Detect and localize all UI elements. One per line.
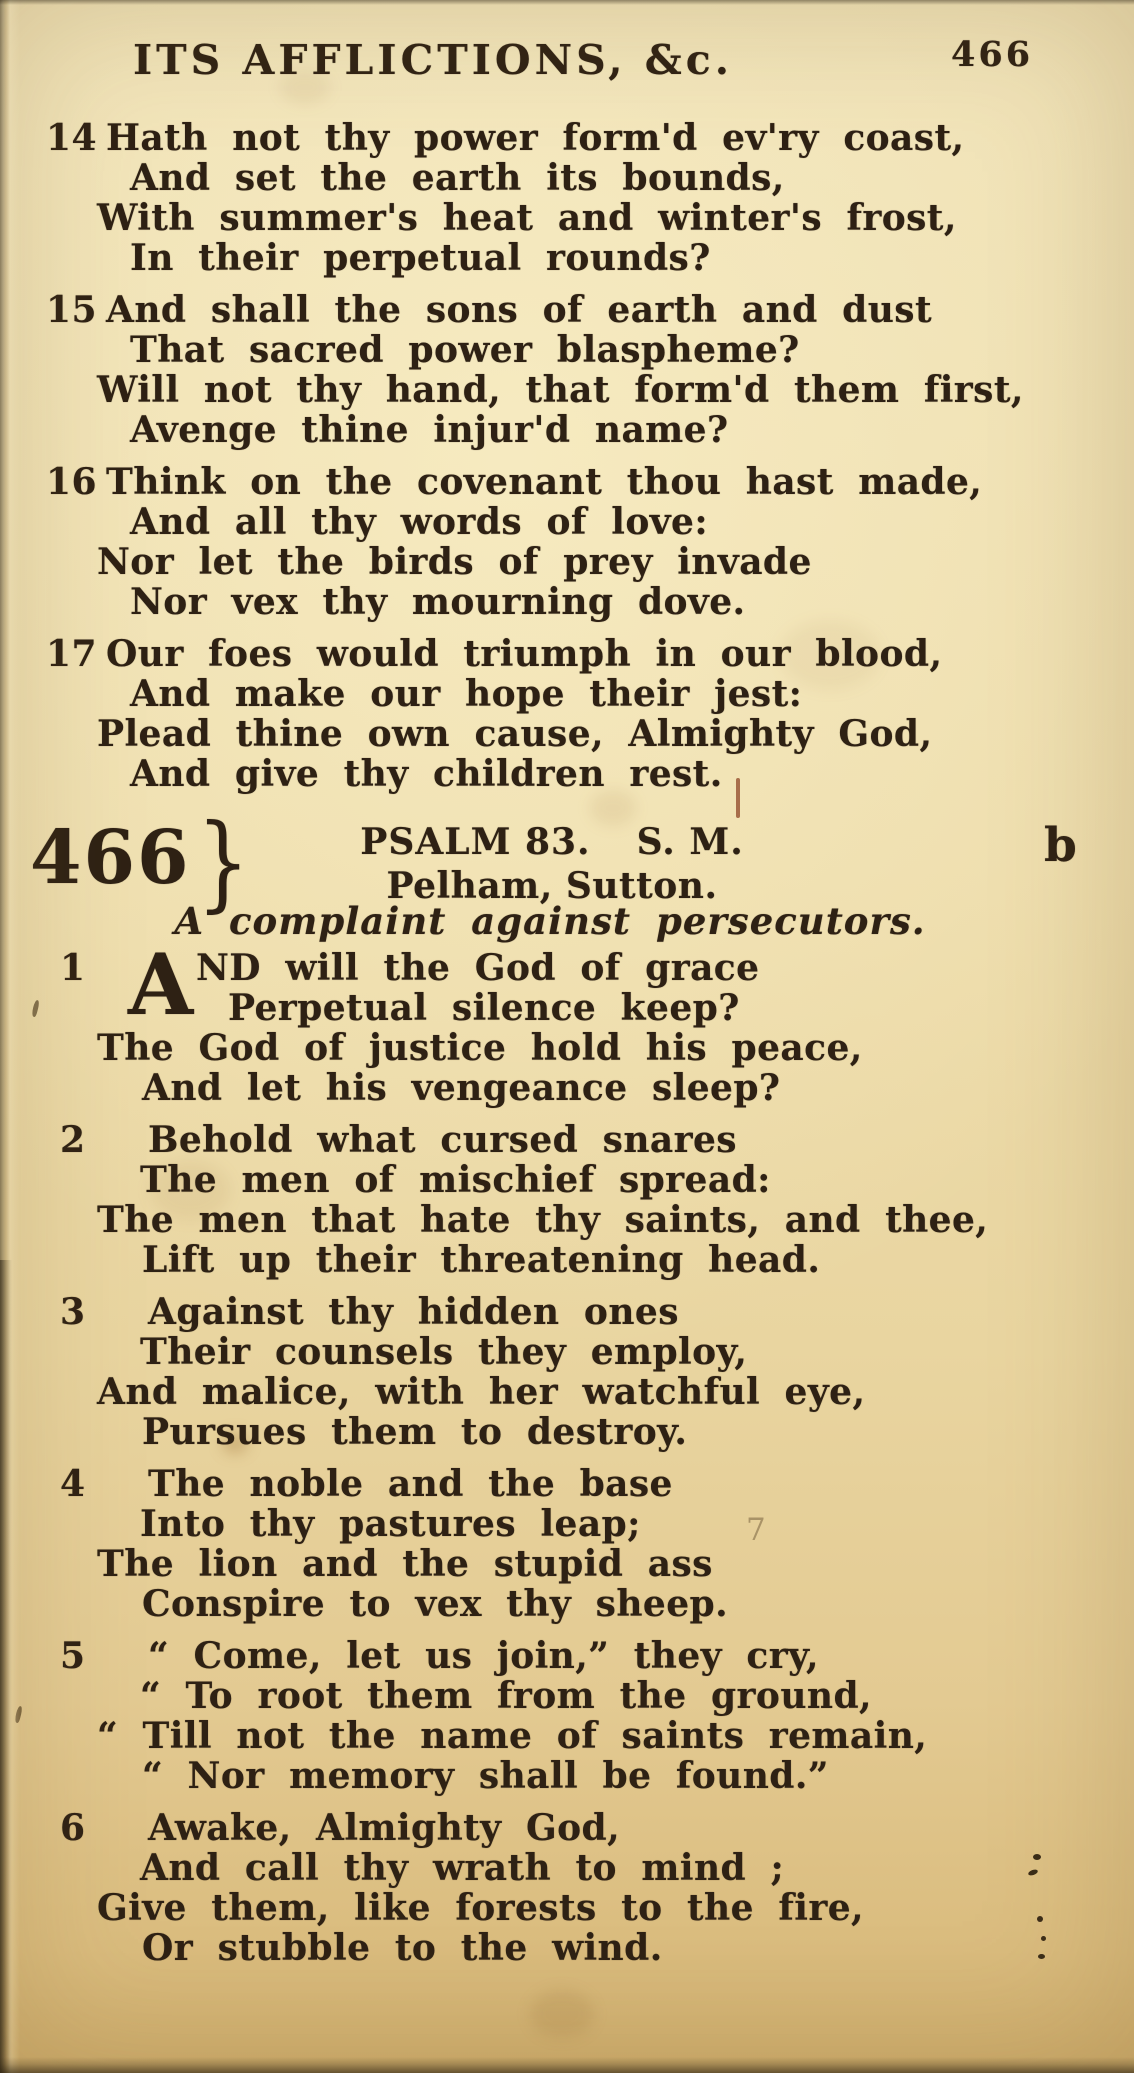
verse-number: 1 [60,947,86,989]
stanza [0,1120,1134,1280]
verse-line: With summer's heat and winter's frost, [97,197,957,239]
verse-line: Plead thine own cause, Almighty God, [97,713,933,755]
verse-line: Nor let the birds of prey invade [97,541,812,583]
stanza [0,1636,1134,1796]
verse-line: And malice, with her watchful eye, [97,1371,866,1413]
verse-line: And set the earth its bounds, [130,157,785,199]
tune-names: Pelham, Sutton. [386,865,718,907]
verse-line: And give thy children rest. [130,753,723,795]
stanza [0,290,1134,450]
stanza [0,935,1134,1109]
verse-number: 14 [46,117,97,159]
stanza [0,1292,1134,1452]
verse-line: “ To root them from the ground, [140,1675,872,1717]
psalm-subtitle: A complaint against persecutors. [174,899,926,943]
verse-number: 5 [60,1635,86,1677]
verse-line: Conspire to vex thy sheep. [142,1583,729,1625]
psalm-title-block [0,815,1104,907]
verse-line: The men of mischief spread: [140,1159,771,1201]
verse-number: 6 [60,1807,86,1849]
verse-number: 3 [60,1291,86,1333]
verse-line: And call thy wrath to mind ; [140,1847,785,1889]
verse-line: Or stubble to the wind. [142,1927,663,1969]
stanza [0,118,1134,278]
hymn-continuation-verses [0,118,1134,806]
page-left-edge-shadow [0,1260,12,2073]
brace-glyph: } [197,801,251,923]
verse-line: Hath not thy power form'd ev'ry coast, [106,117,965,159]
drop-cap: A [128,935,194,1034]
verse-line: Awake, Almighty God, [148,1807,621,1849]
running-header: ITS AFFLICTIONS, &c. [132,36,734,84]
hymn-number: 466 [30,815,191,901]
verse-line: Their counsels they employ, [140,1331,748,1373]
verse-line: And shall the sons of earth and dust [106,289,933,331]
verse-number: 17 [46,633,97,675]
meter-label: S. M. [636,821,744,863]
verse-line: Behold what cursed snares [148,1119,737,1161]
verse-line: The men that hate thy saints, and thee, [97,1199,989,1241]
verse-line: Our foes would triumph in our blood, [106,633,943,675]
verse-line: “ Till not the name of saints remain, [97,1715,928,1757]
verse-line: Avenge thine injur'd name? [130,409,729,451]
verse-line-text: ND will the God of grace [196,947,760,989]
verse-line: Give them, like forests to the fire, [97,1887,864,1929]
stanza [0,634,1134,794]
key-letter: b [1044,818,1077,873]
verse-number: 16 [46,461,97,503]
verse-line: Into thy pastures leap; [140,1503,641,1545]
psalm-title-line [0,822,1104,862]
psalm-label: PSALM 83. [360,821,591,863]
page-number: 466 [951,34,1034,75]
verse-line: Nor vex thy mourning dove. [130,581,746,623]
verse-line: Lift up their threatening head. [142,1239,821,1281]
psalm-verses [0,935,1134,1980]
verse-line: Against thy hidden ones [148,1291,679,1333]
verse-line: Pursues them to destroy. [142,1411,688,1453]
verse-line: The noble and the base [148,1463,673,1505]
stanza [0,1464,1134,1624]
verse-number: 4 [60,1463,86,1505]
verse-line: The lion and the stupid ass [97,1543,713,1585]
verse-line: And all thy words of love: [130,501,709,543]
verse-line: Think on the covenant thou hast made, [106,461,983,503]
verse-line: The God of justice hold his peace, [97,1027,863,1069]
verse-line: And let his vengeance sleep? [142,1067,781,1109]
verse-line: Will not thy hand, that form'd them first, [97,369,1024,411]
verse-line: That sacred power blaspheme? [130,329,800,371]
verse-line: In their perpetual rounds? [130,237,711,279]
verse-number: 2 [60,1119,86,1161]
page-top-edge [0,0,1134,5]
verse-line: Perpetual silence keep? [228,987,740,1029]
verse-number: 15 [46,289,97,331]
verse-line: And make our hope their jest: [130,673,803,715]
stanza [0,1808,1134,1968]
verse-line: “ Come, let us join,” they cry, [148,1635,819,1677]
faint-margin-numeral: 7 [746,1512,766,1548]
page-bottom-edge [0,2057,1134,2073]
stanza [0,462,1134,622]
verse-line: “ Nor memory shall be found.” [142,1755,829,1797]
